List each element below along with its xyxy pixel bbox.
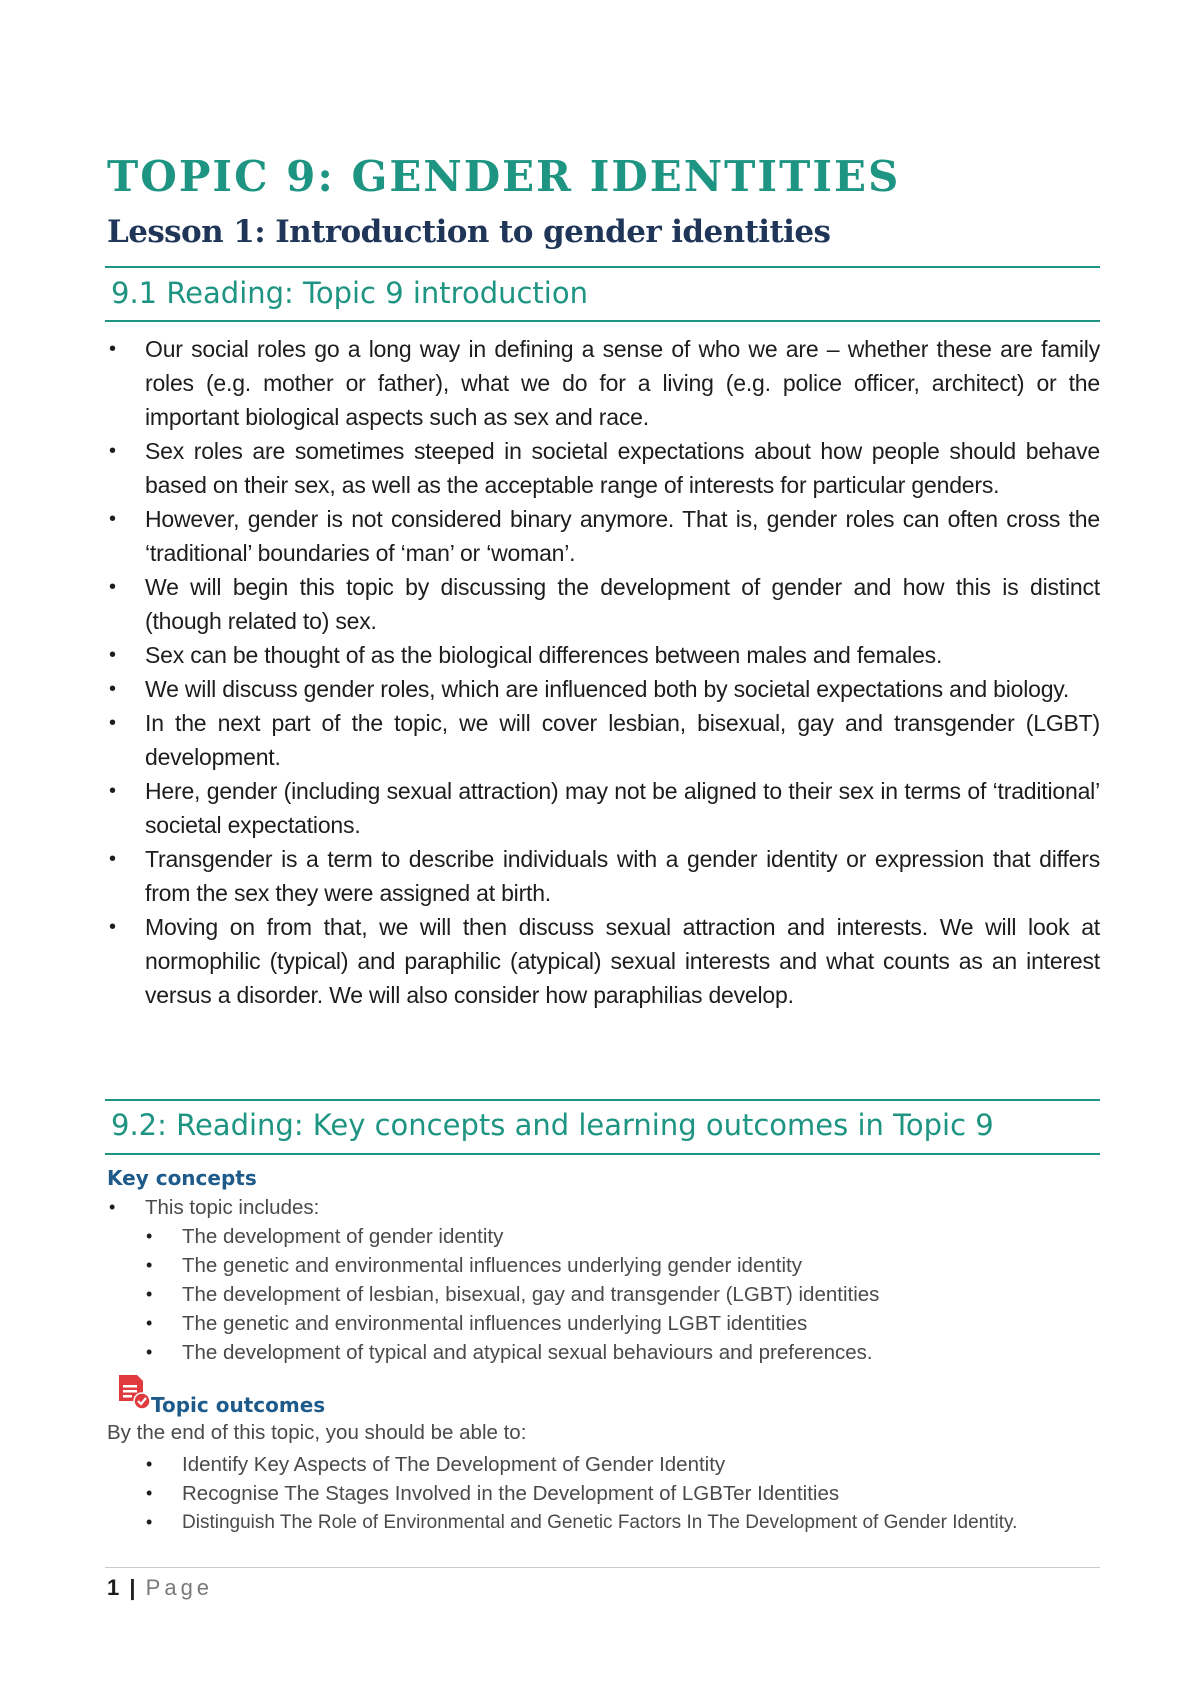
page-label: Page bbox=[145, 1575, 214, 1600]
list-item: • We will begin this topic by discussing the development of gender and how this is distinct (though related to) sex. bbox=[105, 570, 1100, 638]
checklist-document-icon bbox=[115, 1373, 151, 1411]
list-item: • We will discuss gender roles, which are influenced both by societal expectations and biology. bbox=[105, 672, 1100, 706]
section-heading: 9.2: Reading: Key concepts and learning outcomes in Topic 9 bbox=[111, 1108, 994, 1142]
page-number: 1 bbox=[107, 1575, 120, 1600]
footer-separator: | bbox=[129, 1575, 136, 1600]
list-item: • Sex roles are sometimes steeped in societal expectations about how people should behave based on their sex, as well as the acceptable range of interests for particular genders. bbox=[105, 434, 1100, 502]
list-item: • The genetic and environmental influences underlying LGBT identities bbox=[105, 1309, 1100, 1338]
list-item: • In the next part of the topic, we will cover lesbian, bisexual, gay and transgender (LGBT) development. bbox=[105, 706, 1100, 774]
page-footer bbox=[107, 1575, 213, 1601]
list-item: • Distinguish The Role of Environmental and Genetic Factors In The Development of Gender Identity. bbox=[105, 1508, 1100, 1537]
list-item: • Our social roles go a long way in defining a sense of who we are – whether these are family roles (e.g. mother or father), what we do for a living (e.g. police officer, architect) or the important biological aspects such as sex and race. bbox=[105, 332, 1100, 434]
list-item: • The development of typical and atypical sexual behaviours and preferences. bbox=[105, 1338, 1100, 1367]
section-heading: 9.1 Reading: Topic 9 introduction bbox=[111, 276, 588, 310]
topic-title: TOPIC 9: GENDER IDENTITIES bbox=[107, 152, 901, 201]
outcomes-list bbox=[105, 1450, 1100, 1537]
list-item: • However, gender is not considered binary anymore. That is, gender roles can often cross the ‘traditional’ boundaries of ‘man’ or ‘woman’. bbox=[105, 502, 1100, 570]
list-item: • The genetic and environmental influences underlying gender identity bbox=[105, 1251, 1100, 1280]
list-item: • Sex can be thought of as the biological differences between males and females. bbox=[105, 638, 1100, 672]
lesson-title: Lesson 1: Introduction to gender identities bbox=[107, 214, 831, 250]
key-concepts-sublist bbox=[105, 1222, 1100, 1367]
section-heading-bar bbox=[105, 266, 1100, 322]
list-item: • Identify Key Aspects of The Development of Gender Identity bbox=[105, 1450, 1100, 1479]
outcomes-intro: By the end of this topic, you should be able to: bbox=[107, 1421, 527, 1444]
list-item: • The development of lesbian, bisexual, gay and transgender (LGBT) identities bbox=[105, 1280, 1100, 1309]
introduction-bullet-list bbox=[105, 332, 1100, 1012]
section-heading-bar bbox=[105, 1099, 1100, 1155]
list-item: • Here, gender (including sexual attraction) may not be aligned to their sex in terms of ‘traditional’ societal expectations. bbox=[105, 774, 1100, 842]
list-item: • Recognise The Stages Involved in the Development of LGBTer Identities bbox=[105, 1479, 1100, 1508]
topic-outcomes-heading: Topic outcomes bbox=[151, 1393, 326, 1417]
key-concepts-heading: Key concepts bbox=[107, 1166, 257, 1190]
list-item: • Moving on from that, we will then discuss sexual attraction and interests. We will look at normophilic (typical) and paraphilic (atypical) sexual interests and what counts as an interest versus a disorder. We will also consider how paraphilias develop. bbox=[105, 910, 1100, 1012]
key-concepts-list bbox=[105, 1193, 1100, 1222]
list-item: • Transgender is a term to describe individuals with a gender identity or expression that differs from the sex they were assigned at birth. bbox=[105, 842, 1100, 910]
footer-divider bbox=[105, 1567, 1100, 1568]
list-item: • This topic includes: bbox=[105, 1193, 1100, 1222]
list-item: • The development of gender identity bbox=[105, 1222, 1100, 1251]
